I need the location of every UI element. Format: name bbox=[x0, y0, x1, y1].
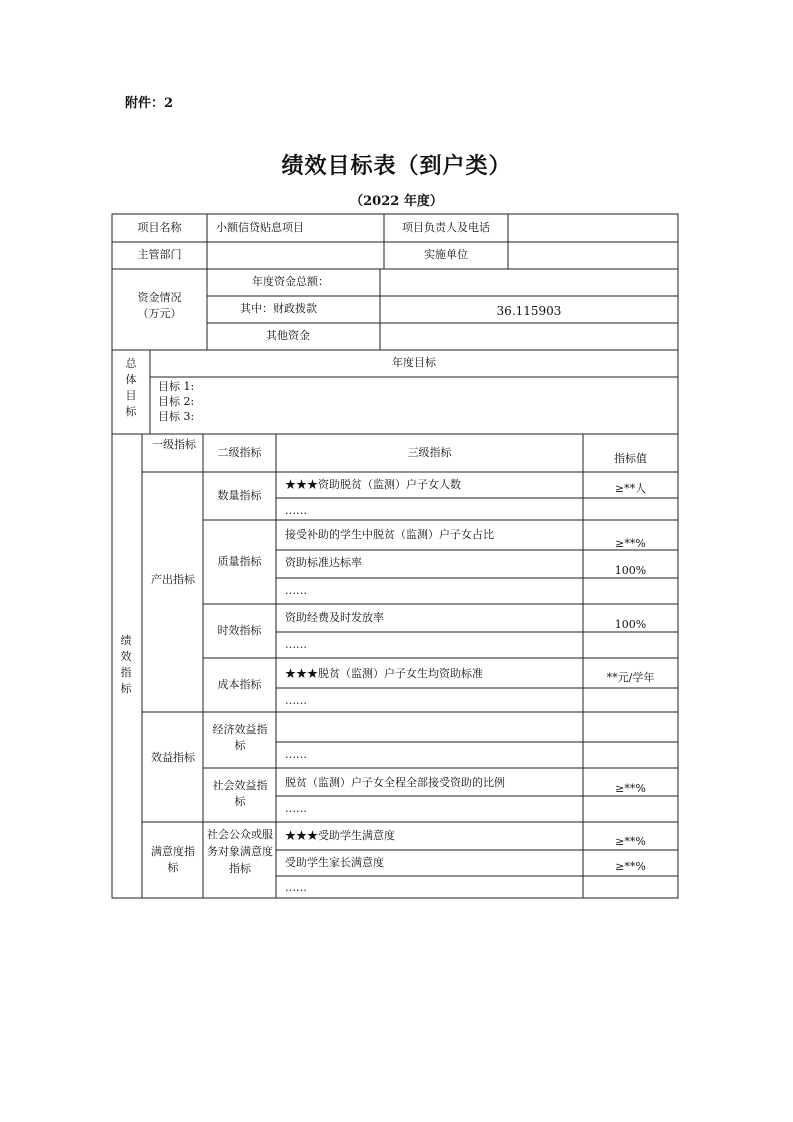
quality-indicator-label: 质量指标 bbox=[217, 555, 262, 568]
quantity-value-1: ≥**人 bbox=[614, 482, 647, 495]
col-value: 指标值 bbox=[614, 452, 647, 465]
quality-item-2: 资助标准达标率 bbox=[285, 556, 362, 569]
satisfaction-value-1: ≥**% bbox=[615, 835, 646, 848]
annual-goal-label: 年度目标 bbox=[392, 356, 436, 369]
quality-item-1: 接受补助的学生中脱贫（监测）户子女占比 bbox=[285, 528, 494, 541]
overall-goal-label: 总体目标 bbox=[125, 357, 137, 418]
timeliness-item-2: …… bbox=[285, 638, 307, 651]
fund-fiscal-value: 36.115903 bbox=[496, 304, 562, 318]
col-level1: 一级指标 bbox=[152, 438, 196, 451]
social-item-2: …… bbox=[285, 802, 307, 815]
cost-indicator-label: 成本指标 bbox=[217, 678, 262, 691]
fund-total-label: 年度资金总额： bbox=[252, 275, 329, 288]
year-subtitle: （2022 年度） bbox=[350, 194, 443, 209]
satisfaction-item-3: …… bbox=[285, 881, 307, 894]
timeliness-indicator-label: 时效指标 bbox=[217, 624, 262, 637]
satisfaction-item-2: 受助学生家长满意度 bbox=[285, 856, 384, 869]
social-item-1: 脱贫（监测）户子女全程全部接受资助的比例 bbox=[285, 776, 505, 789]
col-level3: 三级指标 bbox=[407, 446, 452, 459]
quality-item-3: …… bbox=[285, 584, 307, 597]
quantity-item-2: …… bbox=[285, 504, 307, 517]
quality-value-2: 100% bbox=[614, 564, 647, 577]
quantity-item-1: ★★★资助脱贫（监测）户子女人数 bbox=[285, 478, 461, 491]
social-benefit-label: 社会效益指标 bbox=[212, 779, 268, 808]
quality-value-1: ≥**% bbox=[615, 537, 646, 550]
timeliness-value-1: 100% bbox=[614, 618, 647, 631]
benefit-indicator-label: 效益指标 bbox=[151, 751, 195, 764]
perf-indicator-label: 绩效指标 bbox=[120, 634, 132, 695]
cost-item-2: …… bbox=[285, 694, 307, 707]
timeliness-item-1: 资助经费及时发放率 bbox=[285, 611, 384, 624]
economic-item-1: …… bbox=[285, 748, 307, 761]
economic-benefit-label: 经济效益指标 bbox=[212, 723, 268, 752]
project-name-label: 项目名称 bbox=[137, 221, 182, 234]
implementer-label: 实施单位 bbox=[424, 248, 468, 261]
satisfaction-value-2: ≥**% bbox=[615, 860, 646, 873]
page-title: 绩效目标表（到户类） bbox=[281, 153, 512, 179]
cost-item-1: ★★★脱贫（监测）户子女生均资助标准 bbox=[285, 667, 483, 680]
project-name-value: 小额信贷贴息项目 bbox=[216, 221, 304, 234]
attachment-label: 附件：2 bbox=[125, 96, 174, 111]
satisfaction-indicator-label: 满意度指标 bbox=[151, 845, 195, 874]
department-label: 主管部门 bbox=[137, 248, 182, 261]
satisfaction-item-1: ★★★受助学生满意度 bbox=[285, 829, 395, 842]
public-satisfaction-label: 社会公众或服务对象满意度指标 bbox=[207, 828, 273, 875]
fund-other-label: 其他资金 bbox=[266, 329, 310, 342]
cost-value-1: **元/学年 bbox=[606, 671, 655, 684]
output-indicator-label: 产出指标 bbox=[151, 573, 195, 586]
quantity-indicator-label: 数量指标 bbox=[217, 489, 262, 502]
project-leader-label: 项目负责人及电话 bbox=[402, 221, 490, 234]
social-value-1: ≥**% bbox=[615, 782, 646, 795]
fund-label: 资金情况 （万元） bbox=[137, 291, 182, 320]
goal-2: 目标 2: bbox=[158, 395, 195, 408]
col-level2: 二级指标 bbox=[217, 446, 262, 459]
fund-fiscal-label: 其中：财政拨款 bbox=[240, 302, 317, 315]
goal-1: 目标 1: bbox=[158, 380, 195, 393]
goal-3: 目标 3: bbox=[158, 410, 195, 423]
